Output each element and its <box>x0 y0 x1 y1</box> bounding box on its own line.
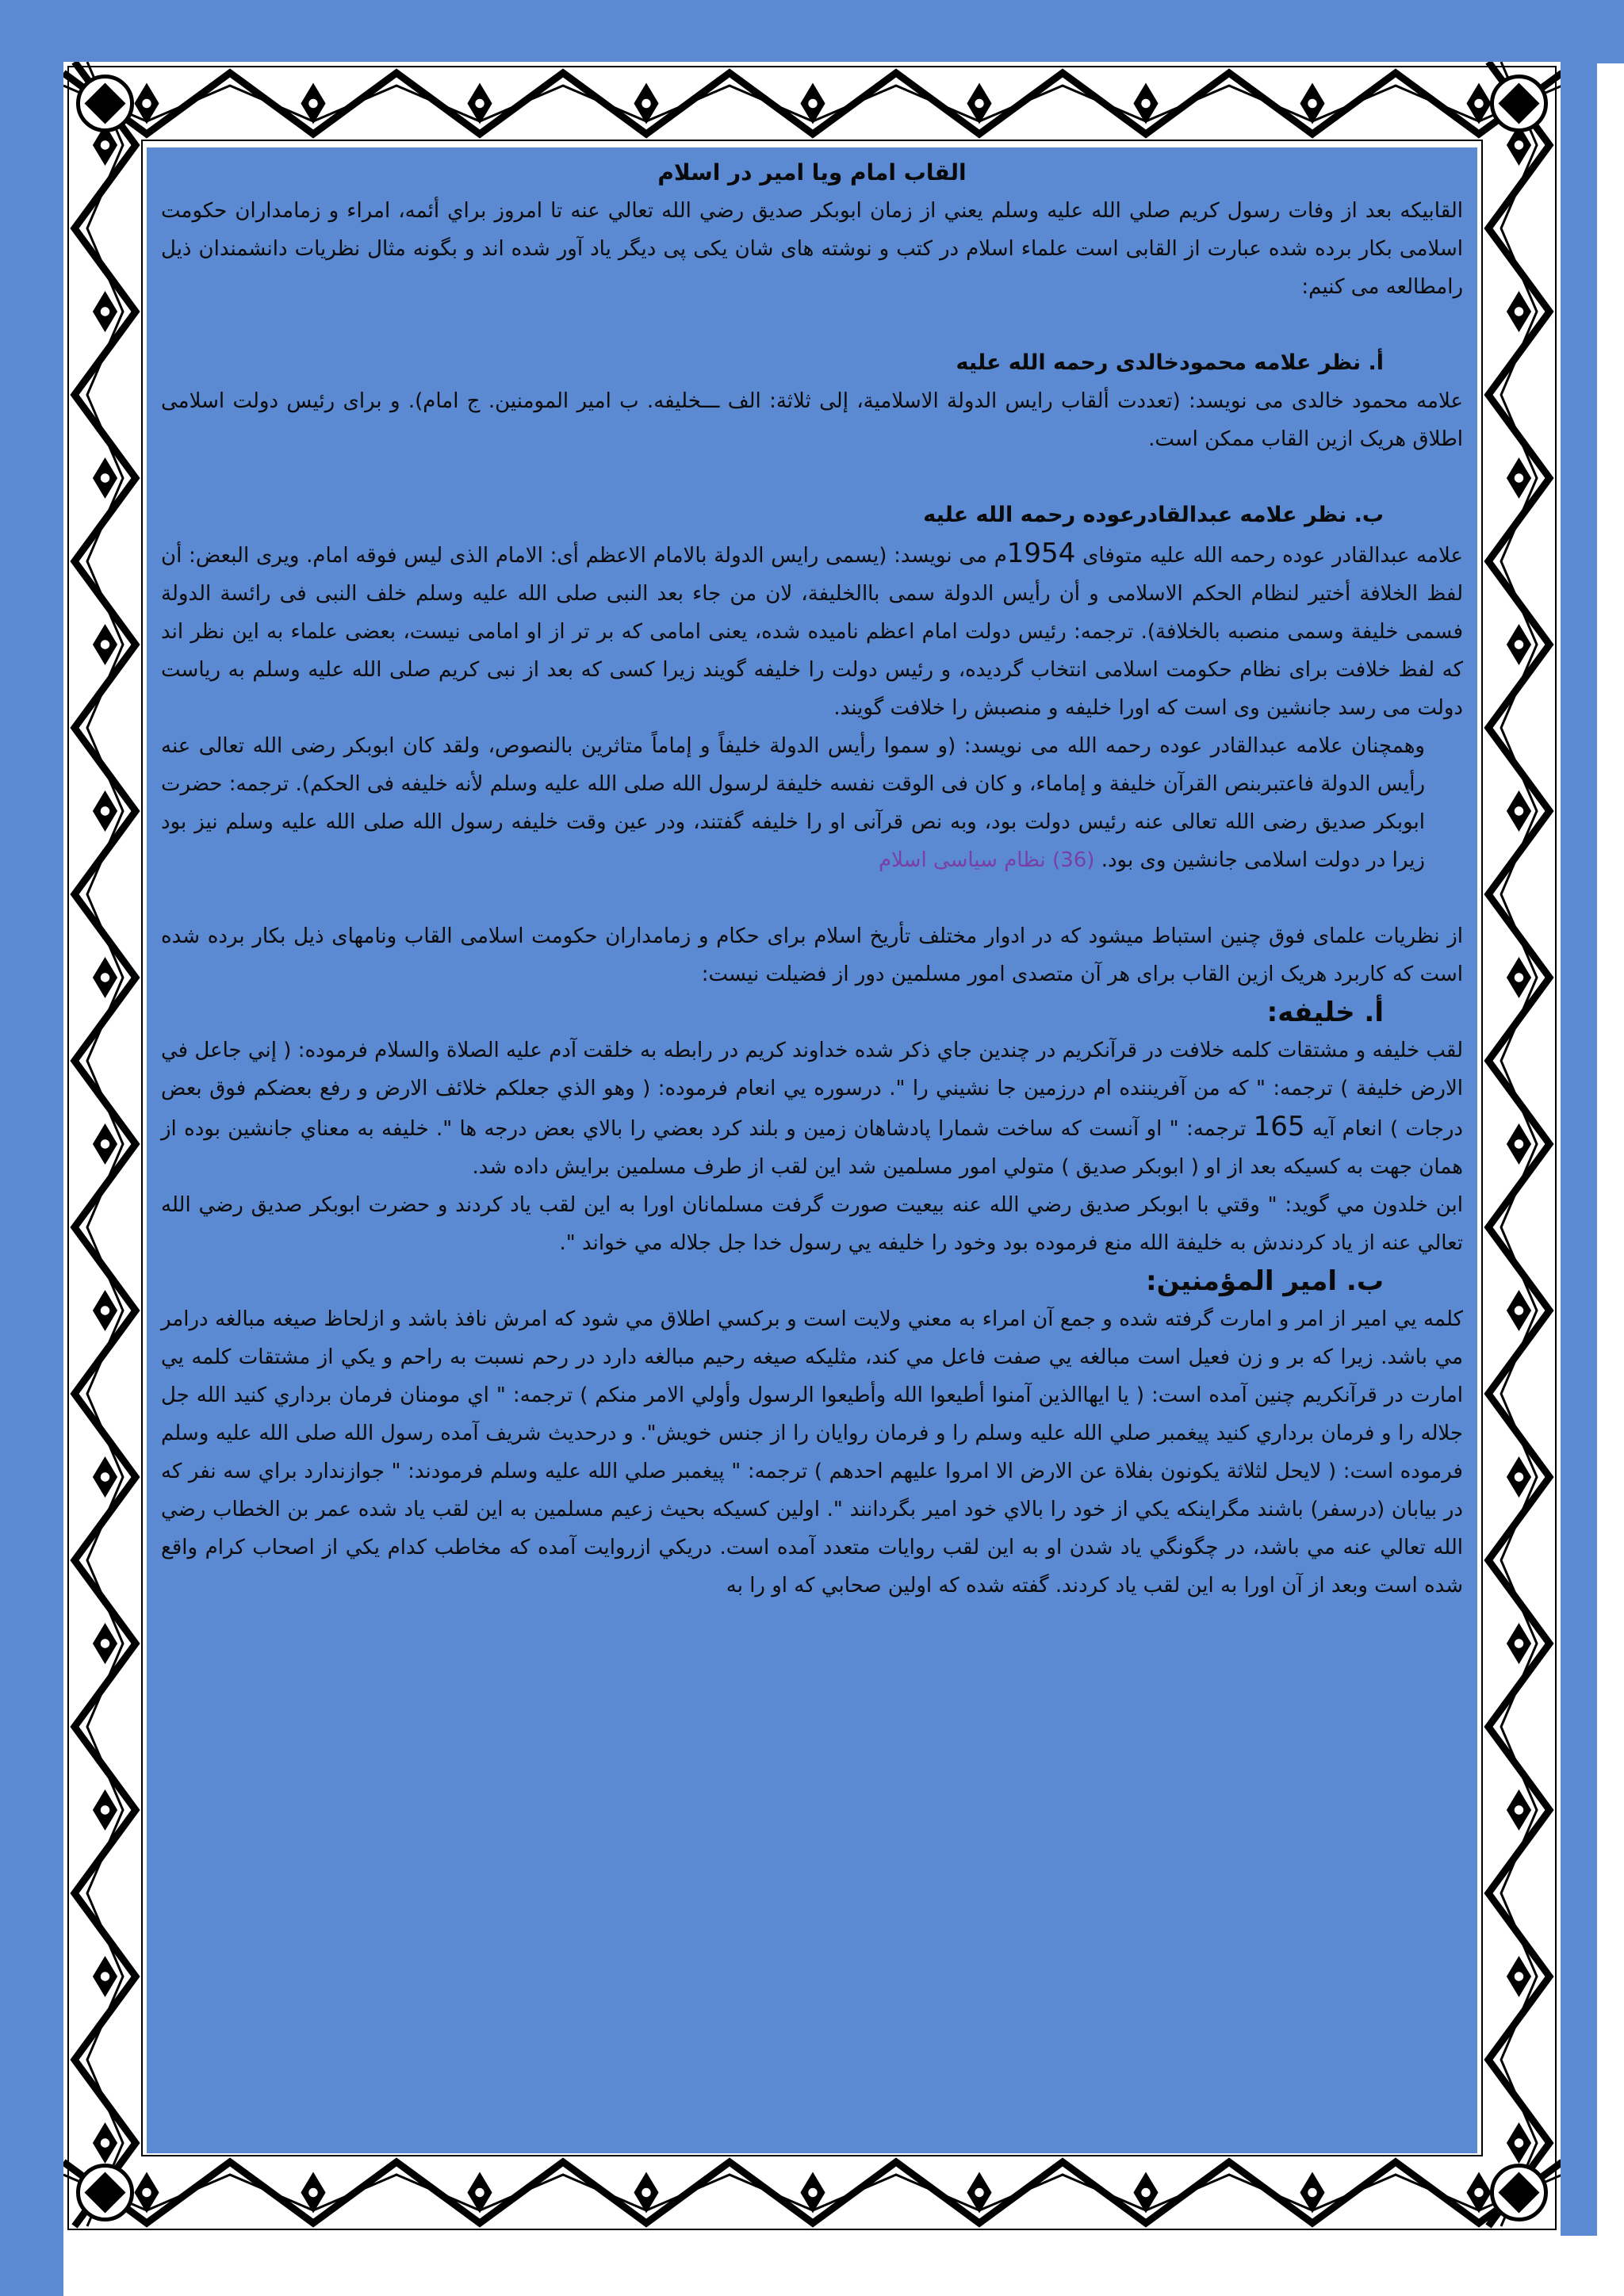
page-title: القاب امام ویا امیر در اسلام <box>657 159 967 186</box>
border-right-diamond-center <box>1515 307 1523 316</box>
border-bottom-diamond-center <box>142 2188 151 2197</box>
paragraph-khalifa-2: ابن خلدون مي گويد: " وقتي با ابوبكر صديق رضي الله عنه بيعيت صورت گرفت مسلمانان اورا به اين لقب ياد كردند و حضرت ابوبكر صديق رضي الله تعالي عنه از ياد كردندش به خليفة الله منع فرموده بود وخود را خليفه يي رسول خدا جل جلاله مي خواند ". <box>161 1193 1463 1255</box>
paragraph-khalidi: علامه محمود خالدی می نویسد: (تعددت ألقاب رايس الدولة الاسلامية، إلى ثلاثة: الف ـــخليفه. ب امير المومنين. ج امام). و برای رئیس دولت اسلامی اطلاق هریک ازین القاب ممکن است. <box>161 389 1463 451</box>
border-bottom-diamond-center <box>1308 2188 1316 2197</box>
border-right-diamond-center <box>1515 1805 1523 1814</box>
border-right-diamond-center <box>1515 640 1523 649</box>
border-bottom-diamond-center <box>308 2188 317 2197</box>
border-right-diamond-center <box>1515 473 1523 482</box>
border-left-diamond-center <box>101 473 109 482</box>
border-top-diamond-center <box>1141 99 1150 108</box>
border-left-diamond-center <box>101 1972 109 1980</box>
border-right-diamond-center <box>1515 806 1523 815</box>
death-year: 1954 <box>1006 538 1076 569</box>
heading-khalidi: أ. نظر علامه محمودخالدی رحمه الله علیه <box>956 350 1384 375</box>
content-panel <box>147 147 1477 2153</box>
intro-paragraph: القابیکه بعد از وفات رسول کریم صلي الله عليه وسلم يعني از زمان ابوبكر صديق رضي الله تعالي عنه تا امروز براي أئمه، امراء و زمامداران حکومت اسلامی بکار برده شده عبارت از القابی است علماء اسلام در کتب و نوشته های شان یکی پی دیگر یاد آور شده اند و بگونه مثال نظریات دانشمندان ذیل رامطالعه می کنیم: <box>161 199 1463 299</box>
border-top-diamond-center <box>975 99 983 108</box>
border-right-diamond-center <box>1515 1972 1523 1980</box>
border-right-diamond-center <box>1515 1306 1523 1314</box>
border-left-diamond-center <box>101 1805 109 1814</box>
border-top-diamond-center <box>142 99 151 108</box>
border-left-diamond-center <box>101 640 109 649</box>
border-right-diamond-center <box>1515 140 1523 149</box>
paragraph-amir: كلمه يي امير از امر و امارت گرفته شده و جمع آن امراء به معني ولايت است و بركسي اطلاق مي شود كه امرش نافذ باشد و ازلحاظ صيغه مبالغه درامر مي باشد. زيرا كه بر و زن فعيل است مبالغه يي صفت فاعل مي كند، مثليكه صيغه رحيم مبالغه دارد در رحم نسبت به راحم و يكي از مشتقات كلمه يي امارت در قرآنكريم چنين آمده است: ( يا ايهاالذين آمنوا أطيعوا الله وأطيعوا الرسول وأولي الامر منكم ) ترجمه: " اي مومنان فرمان برداري كنيد الله جل جلاله را و فرمان برداري كنيد پيغمبر صلي الله عليه وسلم را و فرمان روايان را از جنس خويش". و درحديث شريف آمده رسول الله صلى الله عليه وسلم فرموده است: ( لايحل لثلاثة يكونون بفلاة عن الارض الا امروا عليهم احدهم ) ترجمه: " پيغمبر صلي الله عليه وسلم فرمودند: " جوازندارد براي سه نفر كه در بيابان (درسفر) باشند مگراينكه يكي از خود را بالاي خود امير بگردانند ". اولين كسيكه بحيث زعيم مسلمين به اين لقب ياد شده عمر بن الخطاب رضي الله تعالي عنه مي باشد، در چگونگي ياد شدن او به اين لقب روايات متعدد آمده است. دريكي ازروايت آمده كه مخاطب كدام يكي از اصحاب كرام واقع شده است وبعد از آن اورا به اين لقب ياد كردند. گفته شده كه اولين صحابي كه او را به <box>161 1307 1463 1598</box>
border-top-diamond-center <box>475 99 484 108</box>
border-left-diamond-center <box>101 1472 109 1481</box>
summary-paragraph: از نظریات علمای فوق چنین استباط میشود که در ادوار مختلف تأریخ اسلام برای حکام و زمامداران حکومت اسلامی القاب ونامهای ذیل بکار برده شده است که کاربرد هریک ازین القاب برای هر آن متصدی امور مسلمین دور از فضیلت نیست: <box>161 924 1463 986</box>
border-left-diamond-center <box>101 1139 109 1148</box>
border-bottom-diamond-center <box>1474 2188 1483 2197</box>
paragraph-awda-1 <box>161 534 1463 727</box>
border-top-diamond-center <box>1474 99 1483 108</box>
border-left-diamond-center <box>101 307 109 316</box>
top-blue-band <box>0 0 1624 63</box>
heading-khalifa: أ. خلیفه: <box>1266 997 1384 1028</box>
paragraph-khalifa-1-rest: ترجمه: " او آنست كه ساخت شمارا پادشاهان زمين و بلند كرد بعضي را بالاي بعض درجه ها ". خليفه به معناي جانشين بوده از همان جهت به كسيكه بعد از او ( ابوبكر صديق ) متولي امور مسلمين شد اين لقب از طرف مسلمين برايش داده شد. <box>161 1117 1463 1179</box>
citation-reference: (36) نظام سیاسی اسلام <box>879 848 1095 872</box>
right-blue-band <box>1561 0 1597 2236</box>
border-bottom-diamond-center <box>975 2188 983 2197</box>
border-bottom-diamond-center <box>1141 2188 1150 2197</box>
border-bottom-diamond-center <box>642 2188 650 2197</box>
border-right-diamond-center <box>1515 973 1523 982</box>
paragraph-awda-1-rest: م می نویسد: (يسمى رايس الدولة بالامام الاعظم أى: الامام الذى ليس فوقه امام. ويرى البعض: أن لفظ الخلافة أختير لنظام الحكم الاسلامى و أن رأيس الدولة سمى باالخليفة، لان من جاء بعد النبى صلى الله عليه وسلم خلف النبى فى رائسة الدولة فسمى خليفة وسمى منصبه بالخلافة). ترجمه: رئیس دولت امام اعظم نامیده شده، یعنی امامی که بر تر از او امامی نیست، بعضی علماء به این نظر اند که لفظ خلافت برای نظام حکومت اسلامی انتخاب گردیده، و رئیس دولت را خلیفه گویند زیرا کسی که بعد از نبی کریم صلی الله علیه وسلم به ریاست دولت می رسد جانشین وی است که اورا خلیفه و منصبش را خلافت گویند. <box>161 544 1463 720</box>
heading-amir: ب. امير المؤمنين: <box>1145 1265 1384 1297</box>
border-top-diamond-center <box>808 99 817 108</box>
border-right-diamond-center <box>1515 1472 1523 1481</box>
left-blue-band <box>0 0 63 2296</box>
heading-awda: ب. نظر علامه عبدالقادرعوده رحمه الله علیه <box>923 503 1384 527</box>
border-bottom-diamond-center <box>475 2188 484 2197</box>
border-left-diamond-center <box>101 806 109 815</box>
border-top-diamond-center <box>1308 99 1316 108</box>
paragraph-khalifa-1-start: لقب خليفه و مشتقات كلمه خلافت در قرآنكريم در چندين جاي ذكر شده خداوند كريم در رابطه به خلقت آدم عليه الصلاة والسلام فرموده: ( إني جاعل في الارض خليفة ) ترجمه: " كه من آفريننده ام درزمين جا نشيني را ". درسوره يي انعام فرموده: ( وهو الذي جعلكم خلائف الارض و رفع بعضكم فوق بعض درجات ) انعام آيه <box>161 1039 1464 1141</box>
border-bottom-diamond-center <box>808 2188 817 2197</box>
paragraph-awda-1-start: علامه عبدالقادر عوده رحمه الله علیه متوفای <box>1075 544 1463 568</box>
border-left-diamond-center <box>101 1639 109 1647</box>
border-top-diamond-center <box>642 99 650 108</box>
border-left-diamond-center <box>101 973 109 982</box>
border-right-diamond-center <box>1515 2138 1523 2147</box>
article-text <box>161 154 1463 1605</box>
paragraph-awda-2-text: وهمچنان علامه عبدالقادر عوده رحمه الله می نویسد: (و سموا رأيس الدولة خليفاً و إماماً متاثرين بالنصوص، ولقد كان ابوبكر رضى الله تعالى عنه رأيس الدولة فاعتبربنص القرآن خليفة و إماماء، و كان فى الوقت نفسه خليفة لرسول الله صلى الله عليه وسلم لأنه خليفه فى الحكم). ترجمه: حضرت ابوبکر صدیق رضی الله تعالی عنه رئیس دولت بود، وبه نص قرآنی او را خلیفه گفتند، ودر عین وقت خلیفه رسول الله صلی الله علیه وسلم نیز بود زیرا در دولت اسلامی جانشین وی بود. <box>161 734 1425 872</box>
paragraph-awda-2 <box>161 727 1463 879</box>
border-left-diamond-center <box>101 140 109 149</box>
border-left-diamond-center <box>101 1306 109 1314</box>
verse-number: 165 <box>1253 1111 1305 1142</box>
border-right-diamond-center <box>1515 1139 1523 1148</box>
border-right-diamond-center <box>1515 1639 1523 1647</box>
border-top-diamond-center <box>308 99 317 108</box>
paragraph-khalifa-1 <box>161 1031 1463 1186</box>
border-left-diamond-center <box>101 2138 109 2147</box>
